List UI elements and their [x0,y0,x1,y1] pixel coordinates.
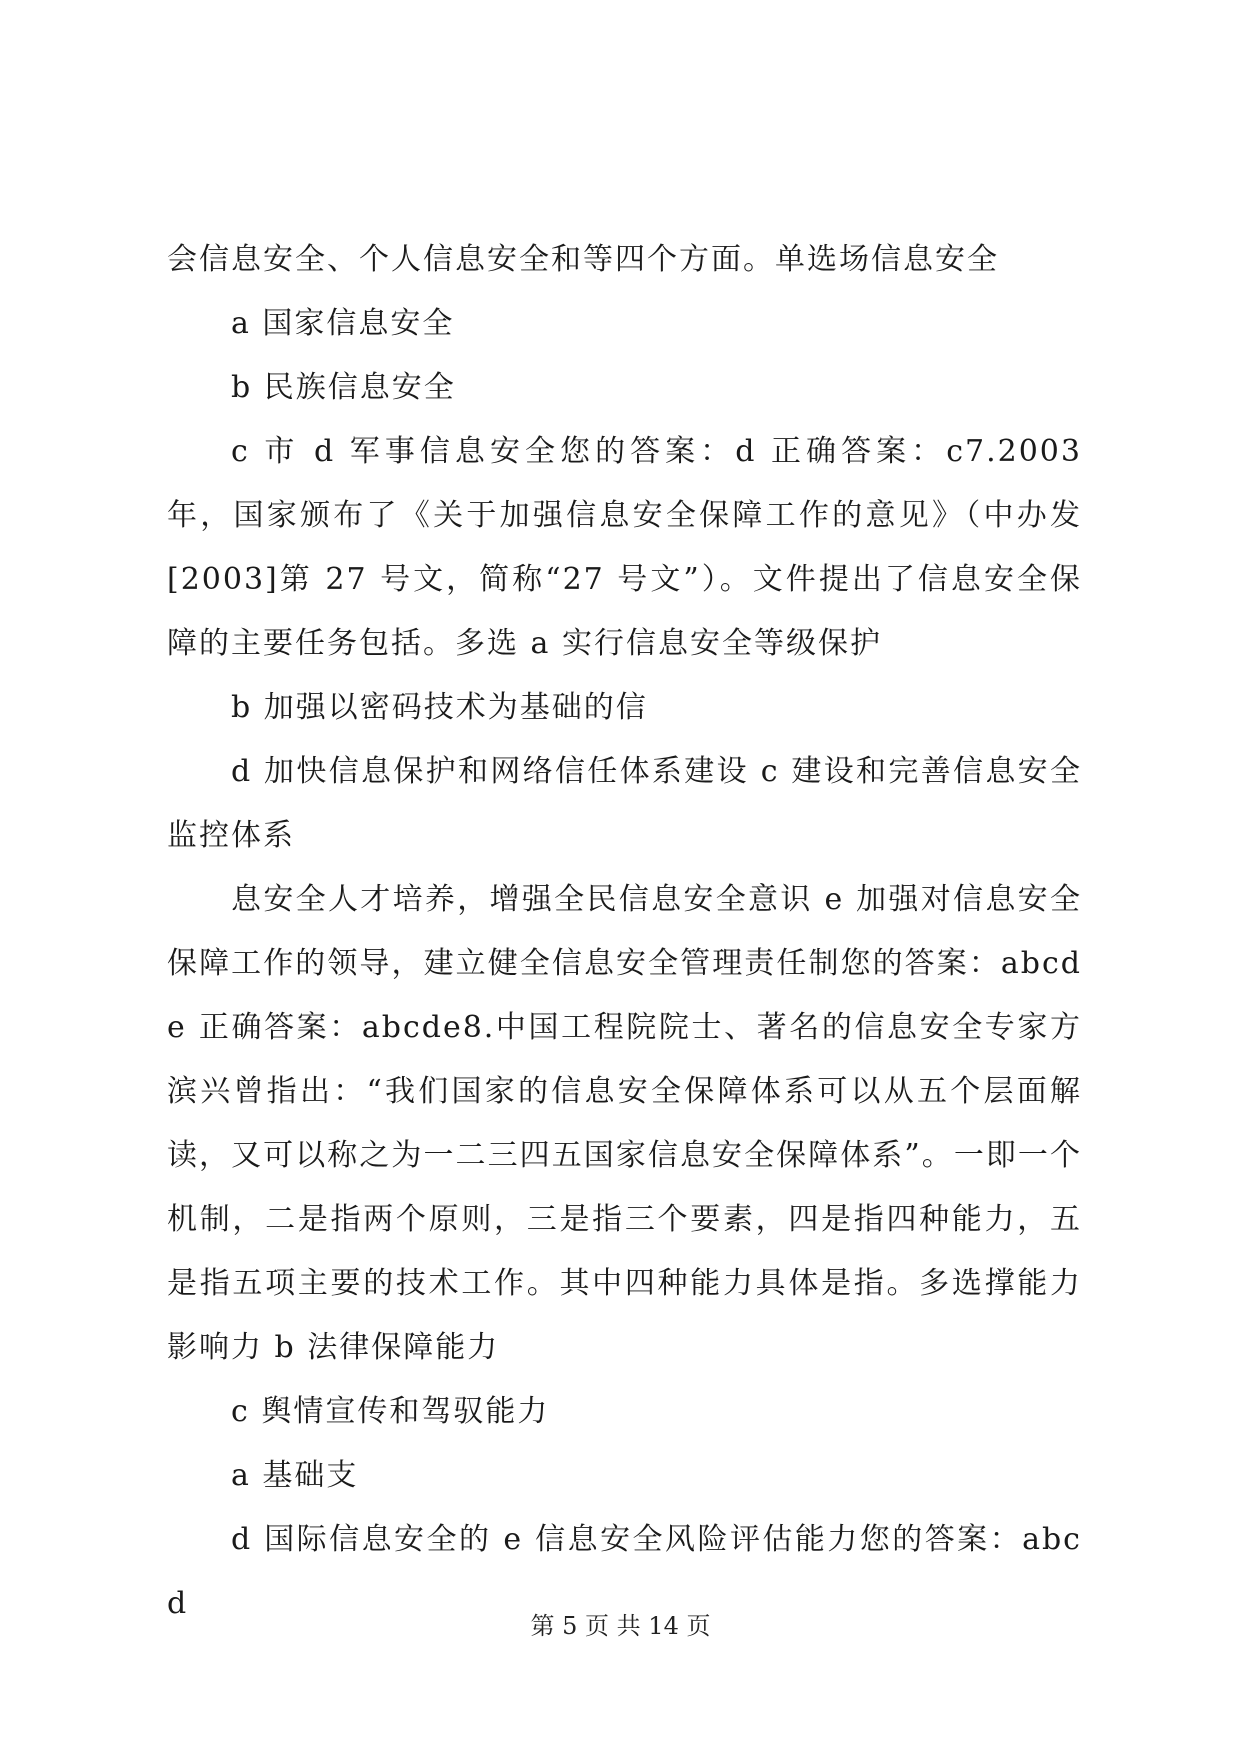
paragraph: 息安全人才培养，增强全民信息安全意识 e 加强对信息安全保障工作的领导，建立健全信息安全管理责任制您的答案：abcde 正确答案：abcde8.中国工程院院士、著名的信息安全专家方滨兴曾指出：“我们国家的信息安全保障体系可以从五个层面解读，又可以称之为一二三四五国家信息安全保障体系”。一即一个机制，二是指两个原则，三是指三个要素，四是指四种能力，五是指五项主要的技术工作。其中四种能力具体是指。多选撑能力影响力 b 法律保障能力 [167,882,1082,1365]
page-number-footer: 第 5 页 共 14 页 [530,1612,711,1640]
paragraph: c 市 d 军事信息安全您的答案：d 正确答案：c7.2003 年，国家颁布了《关于加强信息安全保障工作的意见》（中办发[2003]第 27 号文，简称“27 号文”）。文件提出了信息安全保障的主要任务包括。多选 a 实行信息安全等级保护 [167,434,1082,661]
document-body [167,228,1082,1636]
paragraph: c 舆情宣传和驾驭能力 [231,1394,550,1429]
paragraph: a 国家信息安全 [231,306,455,341]
paragraph: b 加强以密码技术为基础的信 [231,690,648,725]
paragraph: a 基础支 [231,1458,359,1493]
paragraph: d 加快信息保护和网络信任体系建设 c 建设和完善信息安全监控体系 [167,754,1082,853]
paragraph: d 国际信息安全的 e 信息安全风险评估能力您的答案：abcd [167,1522,1082,1621]
paragraph: 会信息安全、个人信息安全和等四个方面。单选场信息安全 [167,242,999,277]
paragraph: b 民族信息安全 [231,370,456,405]
